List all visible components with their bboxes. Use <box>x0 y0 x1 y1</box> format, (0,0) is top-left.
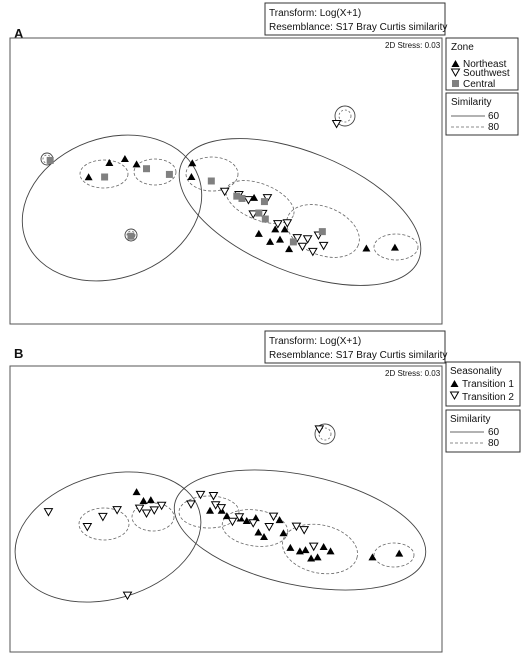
transition-1-point <box>320 543 328 550</box>
transition-1-point <box>286 544 294 551</box>
transition-2-point <box>300 527 308 534</box>
transition-2-point <box>44 509 52 516</box>
central-point <box>101 173 108 180</box>
panel-label: A <box>14 26 24 41</box>
transition-1-point <box>147 496 155 503</box>
transition-2-point <box>197 491 205 498</box>
transition-1-point <box>206 507 214 514</box>
transition-2-point <box>83 523 91 530</box>
plot-frame <box>10 366 442 652</box>
transform-text: Transform: Log(X+1) <box>269 8 362 19</box>
central-point <box>238 195 245 202</box>
similarity-80-label: 80 <box>488 122 500 133</box>
transition-1-point <box>307 554 315 561</box>
transition-2-point <box>99 513 107 520</box>
transition-2-point <box>150 507 158 514</box>
transition-1-point <box>139 497 147 504</box>
northeast-point <box>266 238 274 245</box>
transition-1-point <box>301 546 309 553</box>
northeast-point <box>391 244 399 251</box>
northeast-point <box>85 173 93 180</box>
northeast-point <box>133 160 141 167</box>
transition-2-point <box>143 510 151 517</box>
southwest-point <box>320 242 328 249</box>
transition-1-point <box>133 488 141 495</box>
transition-2-point <box>265 523 273 530</box>
transition-2-point <box>158 502 166 509</box>
transition-2-point <box>113 507 121 514</box>
cluster-80-contour <box>220 506 290 551</box>
southwest-point <box>304 236 312 243</box>
cluster-80-contour <box>374 543 414 567</box>
transition-2-point <box>249 520 257 527</box>
legend-title: Zone <box>451 42 474 53</box>
resemblance-text: Resemblance: S17 Bray Curtis similarity <box>269 350 448 361</box>
central-point <box>290 238 297 245</box>
stress-label: 2D Stress: 0.03 <box>385 41 441 50</box>
similarity-60-label: 60 <box>488 427 500 438</box>
central-point <box>319 228 326 235</box>
central-point <box>255 210 262 217</box>
southwest-point <box>221 188 229 195</box>
central-point <box>127 233 134 240</box>
legend-entry: Southwest <box>463 68 510 79</box>
transition-1-point <box>276 516 284 523</box>
similarity-title: Similarity <box>450 414 491 425</box>
stress-label: 2D Stress: 0.03 <box>385 369 441 378</box>
scatter-points <box>47 121 399 256</box>
central-point <box>208 178 215 185</box>
transition-1-point <box>395 550 403 557</box>
scatter-points <box>44 426 403 599</box>
transition-1-point <box>314 553 322 560</box>
plot-frame <box>10 38 442 324</box>
transition-1-point <box>254 528 262 535</box>
transition-1-point <box>327 547 335 554</box>
transition-2-point <box>292 523 300 530</box>
transition-2-point <box>310 543 318 550</box>
northeast-point <box>255 230 263 237</box>
transition-2-point <box>228 518 236 525</box>
northeast-point <box>285 245 293 252</box>
cluster-60-contour <box>163 450 436 611</box>
panel-a <box>2 3 518 324</box>
cluster-60-contour <box>2 111 223 305</box>
legend-entry: Central <box>463 79 496 90</box>
central-point <box>262 216 269 223</box>
transition-2-point <box>217 505 225 512</box>
similarity-title: Similarity <box>451 97 492 108</box>
legend-entry: Northeast <box>463 59 507 70</box>
central-point <box>166 171 173 178</box>
central-legend-marker <box>452 80 459 87</box>
transition-1-point <box>279 529 287 536</box>
cluster-60-contour <box>159 108 441 315</box>
transition-2-point <box>136 505 144 512</box>
transition-1-point <box>368 553 376 560</box>
resemblance-text: Resemblance: S17 Bray Curtis similarity <box>269 22 448 33</box>
northeast-point <box>105 159 113 166</box>
central-point <box>47 157 54 164</box>
transition-1-point <box>296 547 304 554</box>
legend-entry: Transition 2 <box>462 392 514 403</box>
central-point <box>143 165 150 172</box>
central-point <box>261 198 268 205</box>
similarity-80-label: 80 <box>488 438 500 449</box>
panel-label: B <box>14 346 24 361</box>
transition-2-point <box>124 592 132 599</box>
cluster-60-contour <box>0 451 216 623</box>
panel-b <box>0 331 520 652</box>
northeast-point <box>121 155 129 162</box>
transform-text: Transform: Log(X+1) <box>269 336 362 347</box>
northeast-point <box>276 236 284 243</box>
legend-title: Seasonality <box>450 366 502 377</box>
similarity-60-label: 60 <box>488 111 500 122</box>
northeast-point <box>187 173 195 180</box>
transition-2-point <box>187 501 195 508</box>
legend-entry: Transition 1 <box>462 379 514 390</box>
southwest-point <box>298 243 306 250</box>
northeast-point <box>362 244 370 251</box>
